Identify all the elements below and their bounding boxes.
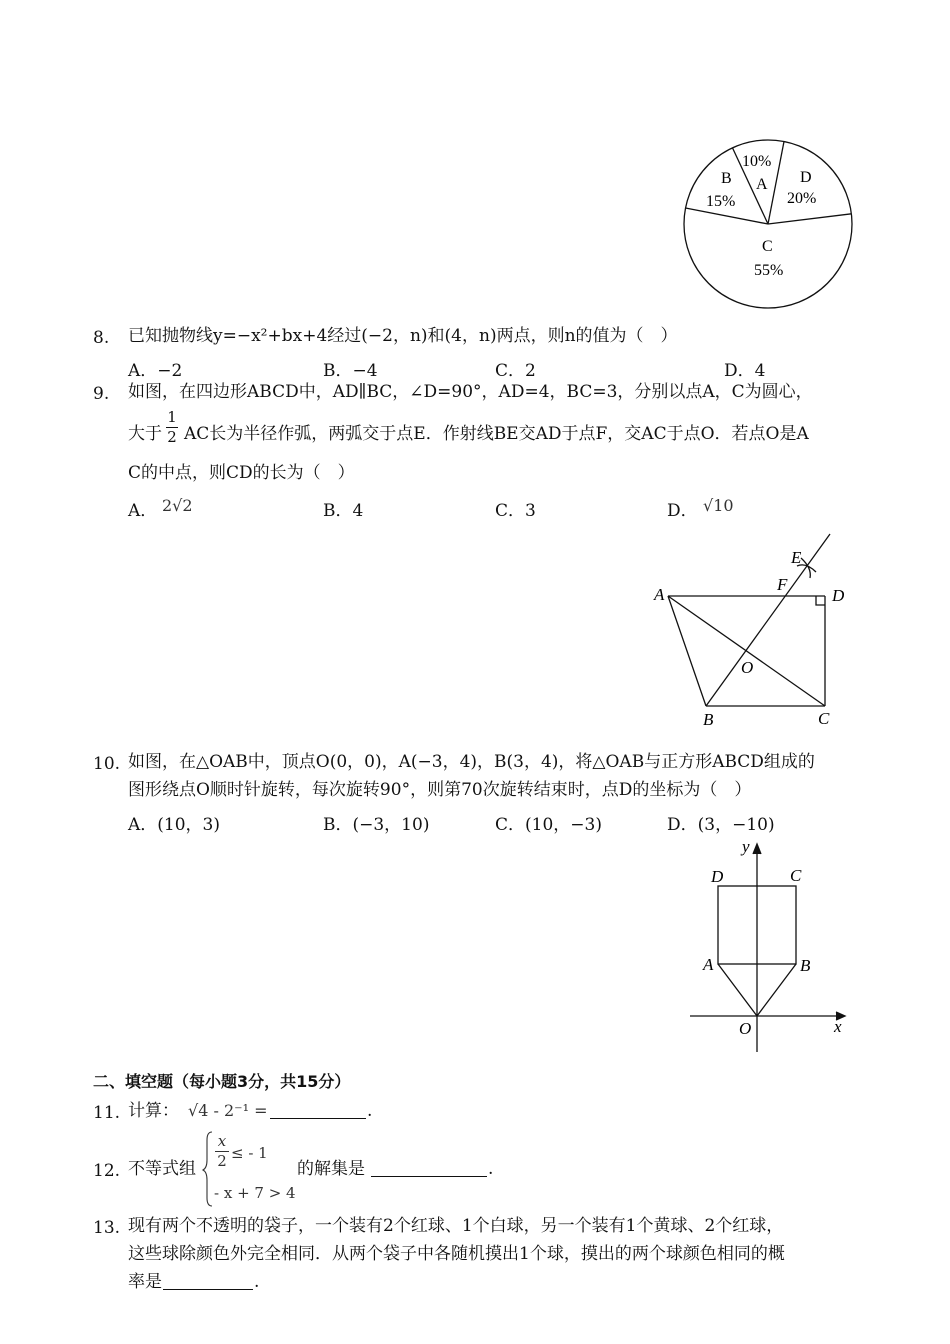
q13-line3-prefix: 率是 [128,1272,162,1292]
q12-ineq1-den: 2 [217,1152,227,1170]
q10-label-b: B [800,956,811,975]
q9-number: 9. [93,384,110,404]
q10-label-x: x [834,1017,842,1036]
q10-option-c: C．(10，−3) [495,815,602,835]
q10-label-y: y [742,837,750,856]
q9-line2-rest: AC长为半径作弧，两弧交于点E．作射线BE交AD于点F，交AC于点O．若点O是A [184,424,809,444]
q9-option-a-math: 2√2 [162,496,193,515]
q9-option-c: C．3 [495,501,536,521]
q8-option-c: C．2 [495,361,536,381]
q9-line2-prefix: 大于 [128,424,162,444]
q8-option-d: D．4 [724,361,766,381]
q9-option-d: D． [667,501,698,521]
q13-end: . [254,1272,260,1292]
q10-option-b: B．(−3，10) [323,815,430,835]
pie-label-d-pct: 20% [787,190,817,207]
q10-option-a: A．(10，3) [128,815,220,835]
q8-number: 8. [93,328,110,348]
q8-option-a: A．−2 [128,361,183,381]
q12-prefix: 不等式组 [128,1159,196,1179]
q9-fraction-den: 2 [167,428,177,446]
q12-ineq1-num: x [217,1132,227,1150]
pie-label-a-pct: 10% [742,153,772,170]
q13-line1: 现有两个不透明的袋子，一个装有2个红球、1个白球，另一个装有1个黄球、2个红球， [128,1216,784,1236]
q9-label-a: A [654,585,665,604]
q10-option-d: D．(3，−10) [667,815,775,835]
q9-fraction-num: 1 [167,408,177,426]
q12-suffix: 的解集是 [297,1159,365,1179]
q10-label-o: O [739,1019,752,1038]
q10-line1: 如图，在△OAB中，顶点O(0，0)，A(−3，4)，B(3，4)，将△OAB与正方形ABCD组成的 [128,752,815,772]
q9-label-d: D [832,586,845,605]
q9-line3: C的中点，则CD的长为（ ） [128,463,355,483]
q9-option-b: B．4 [323,501,364,521]
q9-label-b: B [703,710,714,729]
q8-text: 已知抛物线y=−x²+bx+4经过(−2，n)和(4，n)两点，则n的值为（ ） [128,326,678,346]
q9-label-c: C [818,709,830,728]
q12-number: 12. [93,1161,121,1181]
q12-ineq1-rest: ≤ - 1 [231,1144,268,1162]
q13-line2: 这些球除颜色外完全相同．从两个袋子中各随机摸出1个球，摸出的两个球颜色相同的概 [128,1244,785,1264]
q12-ineq1-fraction [215,1134,229,1169]
q10-label-c: C [790,866,802,885]
q9-line1: 如图，在四边形ABCD中，AD∥BC，∠D=90°，AD=4，BC=3，分别以点A，C为圆心， [128,382,813,402]
q10-line2: 图形绕点O顺时针旋转，每次旋转90°，则第70次旋转结束时，点D的坐标为（ ） [128,780,752,800]
section-2-title: 二、填空题（每小题3分，共15分） [93,1072,351,1091]
q11-expr: √4 - 2⁻¹ = [188,1101,268,1120]
q11-prefix: 计算： [128,1101,179,1121]
pie-label-d: D [800,169,812,186]
q10-number: 10. [93,754,121,774]
q13-number: 13. [93,1218,121,1238]
q9-label-e: E [791,548,802,567]
q12-ineq2: - x + 7 > 4 [214,1184,296,1202]
q10-label-d: D [711,867,724,886]
pie-label-c: C [762,238,773,255]
q8-option-b: B．−4 [323,361,378,381]
q12-end: . [488,1159,494,1179]
pie-label-b-pct: 15% [706,193,736,210]
pie-label-c-pct: 55% [754,262,784,279]
q11-suffix: . [367,1101,373,1121]
q12-answer-blank[interactable] [371,1162,487,1177]
q11-number: 11. [93,1103,121,1123]
pie-label-b: B [721,170,732,187]
q9-option-d-math: √10 [703,496,734,515]
q9-label-f: F [777,575,788,594]
q13-answer-blank[interactable] [163,1275,253,1290]
q9-label-o: O [741,658,754,677]
q9-option-a: A． [128,501,158,521]
pie-label-a: A [756,176,768,193]
q10-label-a: A [703,955,714,974]
